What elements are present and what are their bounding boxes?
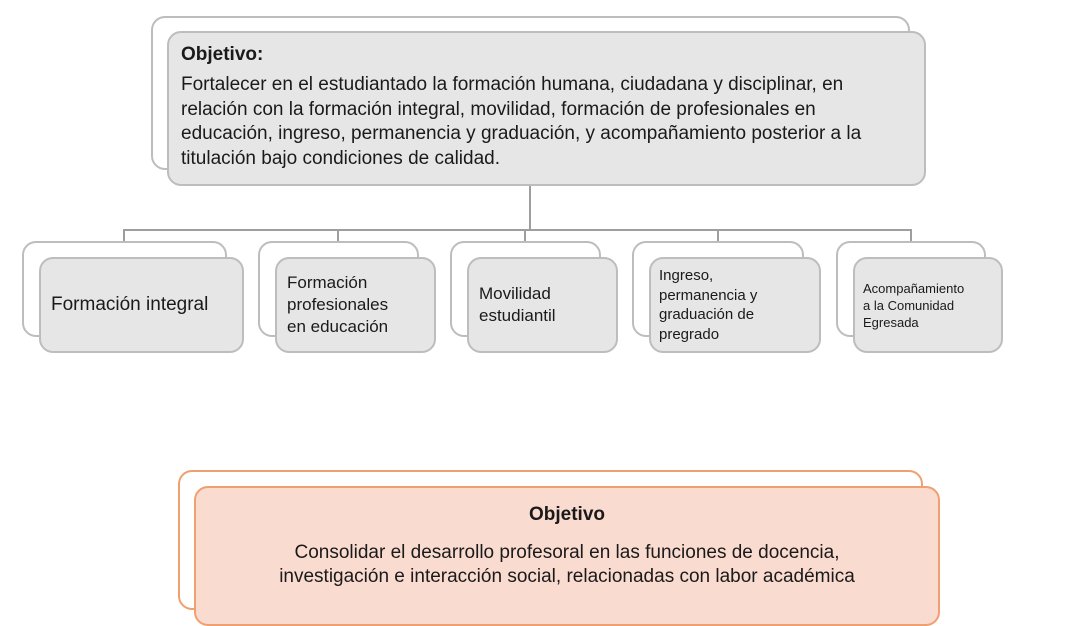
child-card-formacion-profesionales xyxy=(275,257,436,353)
objective-card-2 xyxy=(194,486,940,626)
child-label: Acompañamiento a la Comunidad Egresada xyxy=(863,280,965,330)
objective-text: Fortalecer en el estudiantado la formación humana, ciudadana y disciplinar, en relación con la formación integral, movilidad, formación de profesionales en educación, ingreso, permanencia y graduación, y acompañamiento posterior a la titulación bajo condiciones de calidad. xyxy=(181,74,862,169)
child-label: Ingreso, permanencia y graduación de pregrado xyxy=(659,267,758,343)
objective-title: Objetivo: xyxy=(181,44,264,65)
child-label: Formación integral xyxy=(51,294,209,315)
child-card-movilidad xyxy=(467,257,618,353)
objective-2-title: Objetivo xyxy=(528,504,605,525)
child-card-ingreso xyxy=(649,257,821,353)
child-card-acompanamiento xyxy=(853,257,1003,353)
child-card-formacion-integral xyxy=(39,257,244,353)
objective-2-text: Consolidar el desarrollo profesoral en las funciones de docencia, investigación e interacción social, relacionadas con labor académica xyxy=(279,542,855,587)
child-label: Movilidad estudiantil xyxy=(479,284,556,325)
objective-card xyxy=(167,31,926,186)
child-label: Formación profesionales en educación xyxy=(287,273,389,336)
